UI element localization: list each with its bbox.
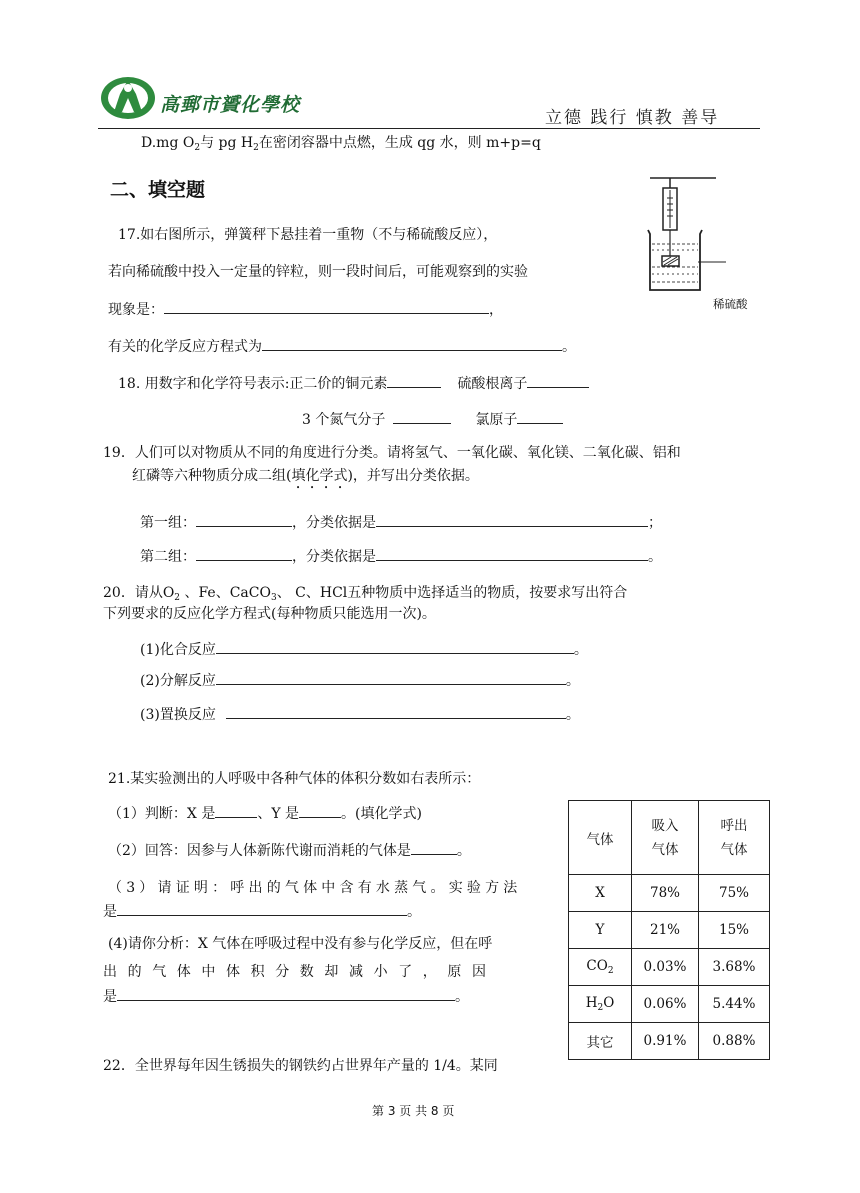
- table-header-cell: 吸入 气体: [632, 801, 699, 875]
- label: 。(填化学式): [341, 806, 422, 822]
- punct: 。: [573, 642, 588, 658]
- label: 氯原子: [475, 412, 518, 428]
- label: (3)置换反应: [140, 707, 216, 723]
- table-cell: 75%: [699, 875, 770, 912]
- table-cell: 15%: [699, 912, 770, 949]
- punct: 。: [407, 904, 421, 920]
- spring-scale-beaker-figure: [638, 172, 728, 300]
- q22-line1: 22．全世界每年因生锈损失的钢铁约占世界年产量的 1/4。某同: [103, 1058, 498, 1074]
- label: 有关的化学反应方程式为: [108, 339, 262, 355]
- label: 3 个氮气分子: [302, 412, 386, 428]
- answer-blank[interactable]: [527, 373, 589, 388]
- figure-caption: 稀硫酸: [713, 297, 748, 311]
- table-cell: 其它: [569, 1023, 632, 1060]
- table-cell: 0.91%: [632, 1023, 699, 1060]
- subscript: 2: [253, 143, 259, 153]
- school-logo-icon: [100, 72, 156, 120]
- q21-part2: [108, 840, 471, 860]
- label: ，分类依据是: [292, 549, 376, 565]
- label: （1）判断：X 是: [108, 806, 216, 822]
- table-row: [569, 1023, 770, 1060]
- label: （2）回答：因参与人体新陈代谢而消耗的气体是: [108, 843, 411, 859]
- school-motto: 立德 践行 慎教 善导: [545, 108, 720, 128]
- q21-part1: [108, 803, 422, 823]
- label: 、 C、HCl五种物质中选择适当的物质，按要求写出符合: [276, 585, 628, 601]
- q21-part3-line1: （3）请证明：呼出的气体中含有水蒸气。实验方法: [108, 880, 522, 896]
- label: (1)化合反应: [140, 642, 216, 658]
- answer-blank[interactable]: [411, 840, 457, 855]
- label: 20．请从O: [103, 585, 175, 601]
- option-d: [141, 134, 541, 157]
- label: 现象是：: [108, 302, 164, 318]
- q18-line2: [302, 409, 563, 429]
- option-d-text: 与 pg H: [200, 135, 254, 151]
- answer-blank[interactable]: [387, 373, 441, 388]
- label: 硫酸根离子: [457, 376, 528, 392]
- q19-line1: 19．人们可以对物质从不同的角度进行分类。请将氢气、一氧化碳、氧化镁、二氧化碳、铝和: [103, 445, 681, 461]
- option-d-text: 在密闭容器中点燃，生成 qg 水，则 m+p=q: [258, 135, 541, 151]
- answer-blank[interactable]: [164, 299, 489, 314]
- answer-blank[interactable]: [215, 803, 257, 818]
- q17-line1: 17.如右图所示，弹簧秤下悬挂着一重物（不与稀硫酸反应），: [118, 227, 498, 243]
- answer-blank[interactable]: [376, 546, 648, 561]
- label: 第一组：: [140, 515, 196, 531]
- q21-part4-line3: [103, 986, 469, 1006]
- q17-line2: 若向稀硫酸中投入一定量的锌粒，则一段时间后，可能观察到的实验: [108, 264, 528, 280]
- label: (2)分解反应: [140, 673, 216, 689]
- q19-line2: [132, 467, 479, 492]
- table-cell: $H_2O$: [569, 986, 632, 1023]
- table-cell: $CO_2$: [569, 949, 632, 986]
- answer-blank[interactable]: [376, 512, 648, 527]
- answer-blank[interactable]: [196, 512, 292, 527]
- punct: 。: [565, 673, 580, 689]
- punct: 。: [455, 989, 469, 1005]
- punct: ，: [489, 302, 503, 318]
- label: 18. 用数字和化学符号表示:正二价的铜元素: [118, 376, 388, 392]
- label: 、Y 是: [257, 806, 300, 822]
- q21-intro: 21.某实验测出的人呼吸中各种气体的体积分数如右表所示：: [108, 771, 481, 787]
- answer-blank[interactable]: [117, 901, 407, 916]
- table-cell: 78%: [632, 875, 699, 912]
- q19-group2: [140, 546, 662, 566]
- q19-group1: [140, 512, 662, 532]
- label: 红磷等六种物质分成二组(: [132, 468, 292, 484]
- q21-part4-line1: (4)请你分析：X 气体在呼吸过程中没有参与化学反应，但在呼: [108, 936, 493, 952]
- table-cell: 5.44%: [699, 986, 770, 1023]
- emphasized-text: 填化学式: [291, 468, 348, 484]
- table-row: [569, 949, 770, 986]
- subscript: 3: [270, 593, 277, 603]
- label: 是: [103, 904, 117, 920]
- q20-item3: [140, 704, 580, 724]
- table-row: [569, 912, 770, 949]
- table-cell: 0.88%: [699, 1023, 770, 1060]
- punct: 。: [456, 843, 471, 859]
- q20-line1: [103, 584, 627, 607]
- punct: 。: [562, 339, 576, 355]
- answer-blank[interactable]: [196, 546, 292, 561]
- label: 、Fe、CaCO: [180, 585, 271, 601]
- punct: 。: [648, 549, 662, 565]
- page-footer: 第 3 页 共 8 页: [372, 1104, 455, 1118]
- label: 是: [103, 989, 117, 1005]
- label: )，并写出分类依据。: [347, 468, 479, 484]
- table-cell: Y: [569, 912, 632, 949]
- answer-blank[interactable]: [117, 986, 455, 1001]
- answer-blank[interactable]: [216, 639, 574, 654]
- table-cell: X: [569, 875, 632, 912]
- q18-line1: [118, 373, 589, 393]
- punct: 。: [565, 707, 580, 723]
- q21-part3-line2: [103, 901, 421, 921]
- answer-blank[interactable]: [226, 704, 566, 719]
- answer-blank[interactable]: [393, 409, 451, 424]
- table-cell: 0.06%: [632, 986, 699, 1023]
- q20-item2: [140, 670, 580, 690]
- answer-blank[interactable]: [299, 803, 341, 818]
- section-title: 二、填空题: [110, 179, 206, 201]
- table-row: [569, 986, 770, 1023]
- table-cell: 0.03%: [632, 949, 699, 986]
- subscript: 2: [174, 593, 181, 603]
- header-divider: [98, 128, 760, 129]
- q17-line3: [108, 299, 503, 319]
- table-cell: 21%: [632, 912, 699, 949]
- answer-blank[interactable]: [262, 336, 562, 351]
- punct: ；: [648, 515, 662, 531]
- answer-blank[interactable]: [517, 409, 563, 424]
- school-name: 高郵市贇化學校: [160, 94, 301, 116]
- q20-item1: [140, 639, 588, 659]
- table-row: [569, 875, 770, 912]
- q20-line2: 下列要求的反应化学方程式(每种物质只能选用一次)。: [103, 606, 436, 622]
- table-header-cell: 气体: [569, 801, 632, 875]
- option-d-text: D.mg O: [141, 135, 195, 151]
- label: 第二组：: [140, 549, 196, 565]
- q17-line4: [108, 336, 576, 356]
- q21-part4-line2: 出的气体中体积分数却减小了，原因: [103, 964, 497, 980]
- table-cell: 3.68%: [699, 949, 770, 986]
- label: ，分类依据是: [292, 515, 376, 531]
- answer-blank[interactable]: [216, 670, 566, 685]
- table-header-cell: 呼出 气体: [699, 801, 770, 875]
- gas-volume-table: [568, 800, 770, 1060]
- subscript: 2: [194, 143, 201, 153]
